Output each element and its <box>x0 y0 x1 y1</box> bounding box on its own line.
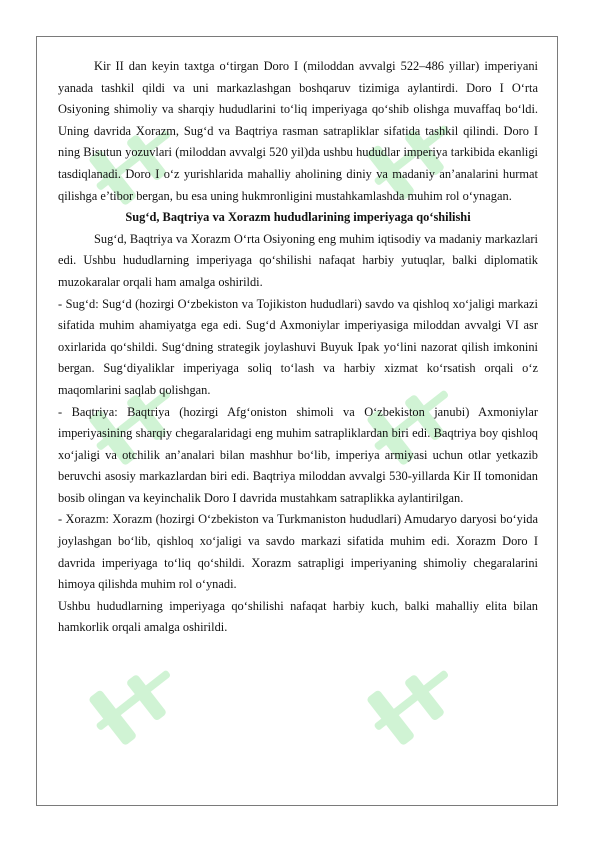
section-heading: Sug‘d, Baqtriya va Xorazm hududlarining imperiyaga qo‘shilishi <box>125 210 471 225</box>
paragraph-xorazm: - Xorazm: Xorazm (hozirgi O‘zbekiston va Turkmaniston hududlari) Amudaryo daryosi bo‘yida joylashgan bo‘lib, qishloq xo‘jaligi va savdo markazi sifatida muhim edi. Xorazm Doro I davrida imperiyaga to‘liq qo‘shildi. Xorazm satrapligi imperiyaning shimoliy chegaralarini himoya qilishda muhim rol o‘ynadi. <box>58 512 538 592</box>
document-body <box>58 56 538 639</box>
paragraph-baqtriya: - Baqtriya: Baqtriya (hozirgi Afg‘oniston shimoli va O‘zbekiston janubi) Axmoniylar imperiyasining sharqiy chegaralaridagi eng muhim satrapliklardan biri edi. Baqtriya boy qishloq xo‘jaligi va otchilik an’analari bilan mashhur bo‘lib, imperiya armiyasi uchun otlar yetkazib beruvchi asosiy markazlardan biri edi. Baqtriya miloddan avvalgi 530-yillarda Kir II tomonidan bosib olingan va keyinchalik Doro I davrida mustahkam satraplikka aylantirilgan. <box>58 404 538 505</box>
paragraph-intro: Sug‘d, Baqtriya va Xorazm O‘rta Osiyoning eng muhim iqtisodiy va madaniy markazlari edi. Ushbu hududlarning imperiyaga qo‘shilishi nafaqat harbiy yutuqlar, balki diplomatik muzokaralar orqali ham amalga oshirildi. <box>58 231 538 289</box>
paragraph-sugd: - Sug‘d: Sug‘d (hozirgi O‘zbekiston va Tojikiston hududlari) savdo va qishloq xo‘jaligi markazi sifatida muhim ahamiyatga ega edi. Sug‘d Axmoniylar imperiyasiga miloddan avvalgi VI asr oxirlarida qo‘shildi. Sug‘dning strategik joylashuvi Buyuk Ipak yo‘lini nazorat qilish imkonini bergan. Sug‘diyaliklar imperiyaga soliq to‘lash va harbiy xizmat ko‘rsatish orqali o‘z maqomlarini saqlab qolishgan. <box>58 296 538 397</box>
paragraph-doro-i: Kir II dan keyin taxtga o‘tirgan Doro I (miloddan avvalgi 522–486 yillar) imperiyani yanada tashkil qildi va uni markazlashgan boshqaruv tizimiga aylantirdi. Doro I O‘rta Osiyoning shimoliy va sharqiy hududlarini to‘liq imperiyaga qo‘shib olishga muvaffaq bo‘ldi. Uning davrida Xorazm, Sug‘d va Baqtriya rasman satrapliklar sifatida tashkil qilindi. Doro I ning Bisutun yozuvlari (miloddan avvalgi 520 yil)da ushbu hududlar imperiya tarkibida ekanligi tasdiqlanadi. Doro I o‘z yurishlarida mahalliy aholining diniy va madaniy an’analarini hurmat qilishga e’tibor bergan, bu esa uning hukmronligini mustahkamlashda muhim rol o‘ynagan. <box>58 59 538 203</box>
paragraph-conclusion: Ushbu hududlarning imperiyaga qo‘shilishi nafaqat harbiy kuch, balki mahalliy elita bilan hamkorlik orqali amalga oshirildi. <box>58 598 538 635</box>
